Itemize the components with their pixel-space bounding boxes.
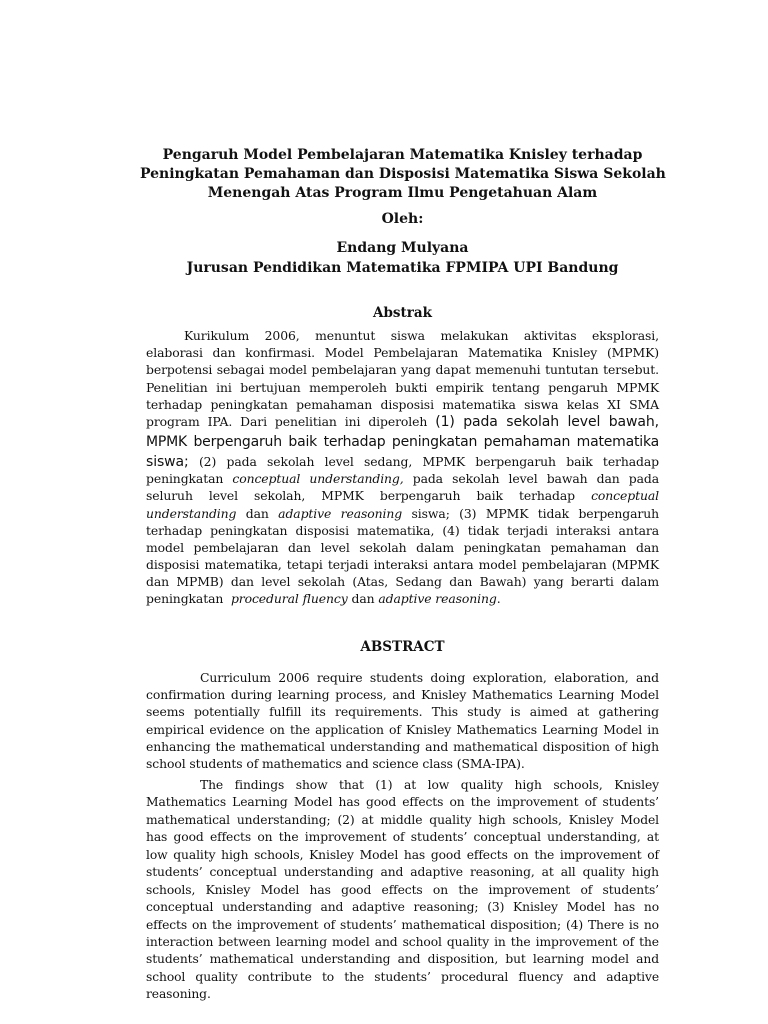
- abstrak-line-part: siswa;: [146, 453, 189, 470]
- abstrak-line: [146, 487, 659, 504]
- abstrak-line: [146, 413, 659, 432]
- abstrak-line-part: peningkatan: [146, 591, 224, 607]
- author-name: Endang Mulyana: [336, 240, 469, 256]
- abstrak-line: [146, 505, 659, 522]
- abstract-paragraph-1: [146, 669, 659, 772]
- paper-title: [140, 146, 665, 203]
- abstrak-line-part: pada sekolah level bawah dan pada: [412, 471, 659, 487]
- abstract-line: Curriculum 2006 require students doing exploration, elaboration, and: [200, 670, 659, 685]
- abstract-line: mathematical understanding; (2) at middle quality high schools, Knisley Model: [146, 812, 659, 827]
- abstrak-line: terhadap peningkatan disposisi matematika, (4) tidak terjadi interaksi antara: [146, 522, 659, 538]
- title-line-3: Menengah Atas Program Ilmu Pengetahuan Alam: [207, 185, 598, 201]
- abstrak-line: [146, 590, 659, 607]
- abstrak-term: adaptive reasoning: [378, 591, 497, 607]
- abstract-paragraph-2: [146, 777, 659, 1004]
- abstrak-line-part: dan: [245, 505, 269, 521]
- title-line-1: Pengaruh Model Pembelajaran Matematika Knisley terhadap: [162, 147, 643, 163]
- abstract-line: seems potentially fulfill its requirements. This study is aimed at gathering: [146, 704, 659, 720]
- abstract-line: schools, Knisley Model has good effects on the improvement of students’: [146, 882, 659, 897]
- abstrak-term: adaptive reasoning: [278, 505, 403, 521]
- abstract-line: empirical evidence on the application of Knisley Mathematics Learning Model in: [146, 721, 659, 737]
- abstrak-heading: Abstrak: [373, 305, 432, 321]
- abstract-line: school students of mathematics and science class (SMA-IPA).: [146, 755, 525, 771]
- abstrak-line: MPMK berpengaruh baik terhadap peningkatan pemahaman matematika: [146, 433, 659, 450]
- abstrak-line: Kurikulum 2006, menuntut siswa melakukan aktivitas eksplorasi,: [184, 328, 659, 343]
- abstrak-line: terhadap peningkatan pemahaman disposisi matematika siswa kelas XI SMA: [146, 396, 659, 412]
- abstrak-line: berpotensi sebagai model pembelajaran yang dapat memenuhi tuntutan tersebut.: [146, 362, 659, 378]
- abstract-line: students’ conceptual understanding and adaptive reasoning, at all quality high: [146, 865, 659, 880]
- abstrak-line-part: siswa; (3) MPMK tidak berpengaruh: [411, 505, 659, 521]
- abstract-heading: ABSTRACT: [360, 639, 445, 655]
- abstrak-line: elaborasi dan konfirmasi. Model Pembelajaran Matematika Knisley (MPMK): [146, 345, 659, 361]
- abstract-line: Mathematics Learning Model has good effects on the improvement of students’: [146, 795, 659, 810]
- abstract-line: enhancing the mathematical understanding and mathematical disposition of high: [146, 738, 659, 754]
- abstract-line: The findings show that (1) at low quality high schools, Knisley: [200, 778, 659, 792]
- document-page: [140, 0, 666, 1024]
- abstrak-line: model pembelajaran dan level sekolah dalam peningkatan pemahaman dan: [146, 539, 659, 555]
- abstrak-term: conceptual understanding,: [232, 471, 404, 487]
- abstract-line: interaction between learning model and school quality in the improvement of the: [146, 934, 659, 949]
- abstrak-line-part: seluruh level sekolah, MPMK berpengaruh baik terhadap: [146, 488, 576, 504]
- author-block: [146, 238, 659, 278]
- abstract-line: reasoning.: [146, 987, 211, 1002]
- abstract-line: has good effects on the improvement of students’ conceptual understanding, at: [146, 830, 659, 845]
- abstract-line: confirmation during learning process, and Knisley Mathematics Learning Model: [146, 687, 659, 703]
- author-affiliation: Jurusan Pendidikan Matematika FPMIPA UPI Bandung: [186, 260, 619, 276]
- abstrak-term: procedural fluency: [230, 591, 348, 607]
- title-line-2: Peningkatan Pemahaman dan Disposisi Matematika Siswa Sekolah: [140, 166, 666, 182]
- oleh-label: Oleh:: [381, 211, 424, 227]
- abstrak-line: [146, 470, 659, 487]
- abstrak-term: understanding: [146, 505, 237, 521]
- abstrak-line: dan MPMB) dan level sekolah (Atas, Sedang dan Bawah) yang berarti dalam: [146, 574, 659, 590]
- abstract-line: conceptual understanding and adaptive reasoning; (3) Knisley Model has no: [146, 900, 659, 915]
- abstract-line: low quality high schools, Knisley Model has good effects on the improvement of: [146, 847, 659, 862]
- abstrak-line-part: (1) pada sekolah level bawah,: [435, 413, 659, 430]
- abstrak-line-part: dan: [351, 591, 375, 607]
- abstrak-body: [146, 327, 659, 608]
- abstrak-line-part: .: [496, 591, 501, 607]
- abstract-line: effects on the improvement of students’ mathematical disposition; (4) There is no: [146, 917, 659, 932]
- abstract-line: school quality contribute to the students’ procedural fluency and adaptive: [146, 969, 659, 984]
- abstrak-line-part: (2) pada sekolah level sedang, MPMK berpengaruh baik terhadap: [198, 453, 659, 469]
- abstrak-term: conceptual: [591, 488, 659, 504]
- abstrak-line-part: peningkatan: [146, 471, 224, 487]
- abstrak-line: Penelitian ini bertujuan memperoleh bukti empirik tentang pengaruh MPMK: [146, 379, 659, 395]
- abstrak-line: [146, 453, 659, 470]
- abstrak-line: disposisi matematika, tetapi terjadi interaksi antara model pembelajaran (MPMK: [146, 557, 659, 573]
- abstrak-line-part: program IPA. Dari penelitian ini diperoleh: [146, 413, 428, 429]
- abstract-line: students’ mathematical understanding and disposition, but learning model and: [146, 952, 659, 967]
